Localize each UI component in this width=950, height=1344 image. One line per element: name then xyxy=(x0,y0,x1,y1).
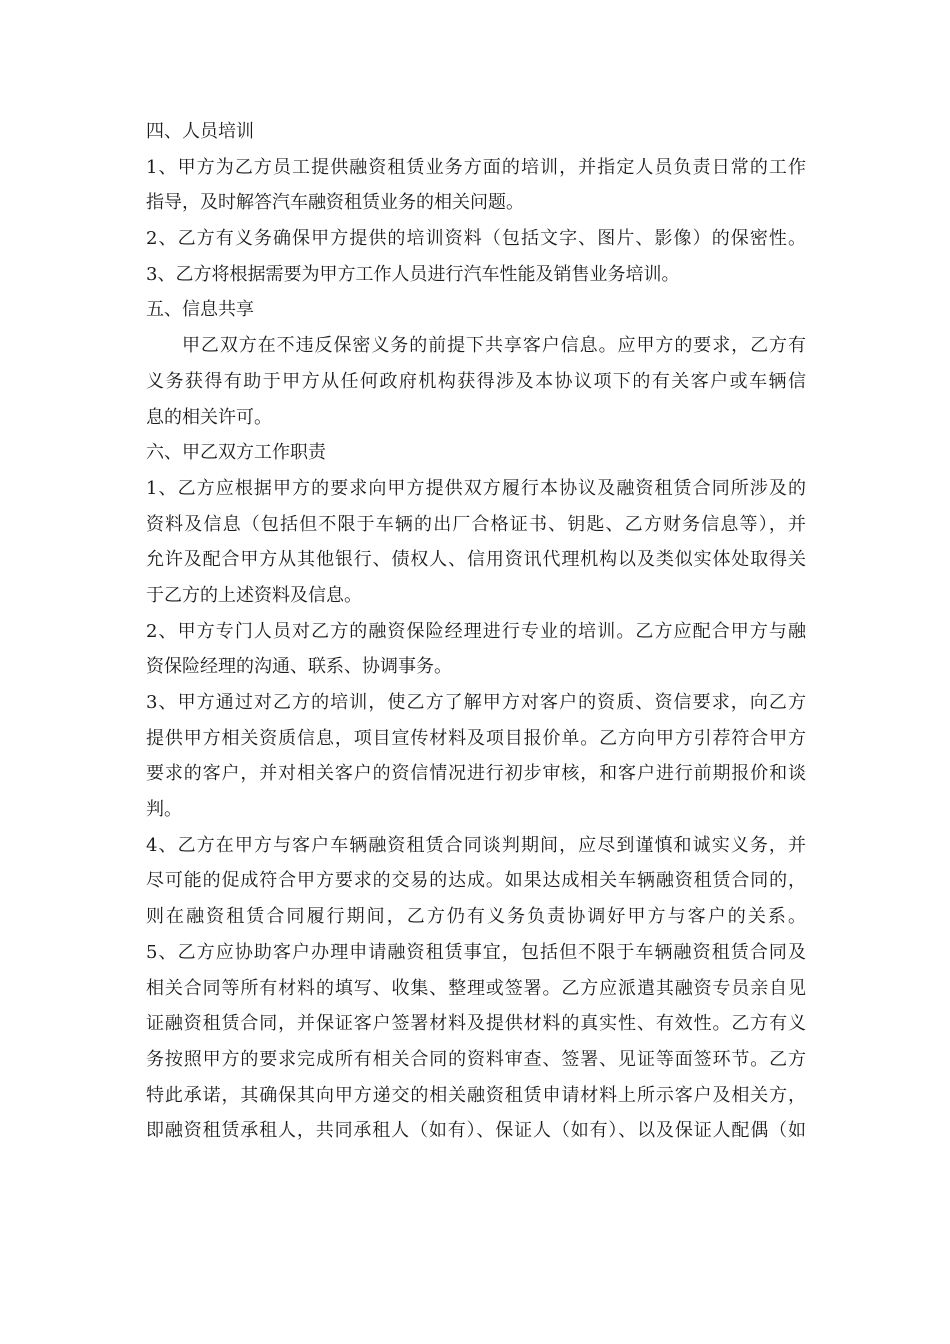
document-line: 提供甲方相关资质信息，项目宣传材料及项目报价单。乙方向甲方引荐符合甲方 xyxy=(146,727,806,749)
document-line: 尽可能的促成符合甲方要求的交易的达成。如果达成相关车辆融资租赁合同的， xyxy=(146,870,806,892)
document-line: 五、信息共享 xyxy=(146,299,254,321)
document-line: 于乙方的上述资料及信息。 xyxy=(146,584,362,606)
document-line: 四、人员培训 xyxy=(146,121,254,142)
document-line: 4、乙方在甲方与客户车辆融资租赁合同谈判期间，应尽到谨慎和诚实义务，并 xyxy=(146,834,806,856)
document-line: 六、甲乙双方工作职责 xyxy=(146,442,326,464)
document-line: 5、乙方应协助客户办理申请融资租赁事宜，包括但不限于车辆融资租赁合同及 xyxy=(146,941,806,963)
document-line: 务按照甲方的要求完成所有相关合同的资料审查、签署、见证等面签环节。乙方 xyxy=(146,1048,806,1070)
document-line: 资料及信息（包括但不限于车辆的出厂合格证书、钥匙、乙方财务信息等），并 xyxy=(146,513,806,535)
document-line: 义务获得有助于甲方从任何政府机构获得涉及本协议项下的有关客户或车辆信 xyxy=(146,370,806,392)
document-line: 要求的客户，并对相关客户的资信情况进行初步审核，和客户进行前期报价和谈 xyxy=(146,763,806,785)
document-line: 息的相关许可。 xyxy=(146,406,272,428)
document-line: 相关合同等所有材料的填写、收集、整理或签署。乙方应派遣其融资专员亲自见 xyxy=(146,977,806,999)
document-line: 允许及配合甲方从其他银行、债权人、信用资讯代理机构以及类似实体处取得关 xyxy=(146,549,806,571)
document-line: 1、乙方应根据甲方的要求向甲方提供双方履行本协议及融资租赁合同所涉及的 xyxy=(146,477,806,499)
document-line: 1、甲方为乙方员工提供融资租赁业务方面的培训，并指定人员负责日常的工作 xyxy=(146,156,806,178)
document-line: 指导，及时解答汽车融资租赁业务的相关问题。 xyxy=(146,192,524,214)
document-line: 3、乙方将根据需要为甲方工作人员进行汽车性能及销售业务培训。 xyxy=(146,263,680,285)
document-line: 资保险经理的沟通、联系、协调事务。 xyxy=(146,656,452,678)
document-line: 证融资租赁合同，并保证客户签署材料及提供材料的真实性、有效性。乙方有义 xyxy=(146,1013,806,1035)
document-line: 则在融资租赁合同履行期间，乙方仍有义务负责协调好甲方与客户的关系。 xyxy=(146,906,806,928)
document-line: 2、乙方有义务确保甲方提供的培训资料（包括文字、图片、影像）的保密性。 xyxy=(146,228,806,250)
document-line: 甲乙双方在不违反保密义务的前提下共享客户信息。应甲方的要求，乙方有 xyxy=(182,335,806,357)
document-line: 3、甲方通过对乙方的培训，使乙方了解甲方对客户的资质、资信要求，向乙方 xyxy=(146,692,806,713)
document-line: 即融资租赁承租人，共同承租人（如有）、保证人（如有）、以及保证人配偶（如 xyxy=(146,1120,806,1142)
document-body xyxy=(146,114,806,1149)
document-line: 2、甲方专门人员对乙方的融资保险经理进行专业的培训。乙方应配合甲方与融 xyxy=(146,620,806,642)
document-line: 判。 xyxy=(146,799,182,821)
document-line: 特此承诺，其确保其向甲方递交的相关融资租赁申请材料上所示客户及相关方， xyxy=(146,1084,806,1106)
